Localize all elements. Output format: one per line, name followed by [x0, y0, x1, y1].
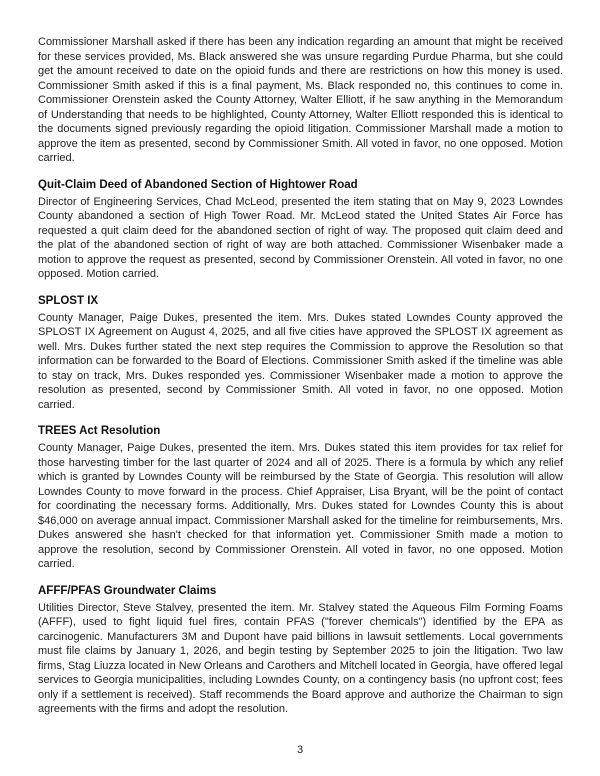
- page-number: 3: [296, 744, 304, 756]
- section-opioid-settlement-continuation: [38, 35, 563, 166]
- section-heading: AFFF/PFAS Groundwater Claims: [38, 584, 217, 597]
- section-heading: SPLOST IX: [38, 294, 99, 307]
- section-heading: Quit-Claim Deed of Abandoned Section of Hightower Road: [38, 178, 358, 191]
- paragraph: County Manager, Paige Dukes, presented the item. Mrs. Dukes stated this item provides for tax relief for those harvesting timber for the last quarter of 2024 and all of 2025. There is a formula by which any relief which is granted by Lowndes County will be reimbursed by the State of Georgia. This resolution will allow Lowndes County to move forward in the process. Chief Appraiser, Lisa Bryant, will be the point of contact for coordinating the necessary forms. Additionally, Mrs. Dukes stated for Lowndes County this is about $46,000 on average annual impact. Commissioner Marshall asked for the timeline for reimbursements, Mrs. Dukes answered she hasn't checked for that information yet. Commissioner Smith made a motion to approve the resolution, second by Commissioner Orenstein. All voted in favor, no one opposed. Motion carried.: [38, 442, 563, 570]
- section-trees-act-resolution: [38, 424, 563, 572]
- section-splost-ix: [38, 294, 563, 413]
- paragraph: Commissioner Marshall asked if there has been any indication regarding an amount that might be received for these services provided, Ms. Black answered she was unsure regarding Purdue Pharma, but she could get the amount received to date on the opioid funds and there are restrictions on how this money is used. Commissioner Smith asked if this is a final payment, Ms. Black responded no, this continues to come in. Commissioner Orenstein asked the County Attorney, Walter Elliott, if he saw anything in the Memorandum of Understanding that needs to be highlighted, County Attorney, Walter Elliott responded this is identical to the documents signed previously regarding the opioid litigation. Commissioner Marshall made a motion to approve the item as presented, second by Commissioner Smith. All voted in favor, no one opposed. Motion carried.: [38, 36, 563, 164]
- paragraph: County Manager, Paige Dukes, presented the item. Mrs. Dukes stated Lowndes County approved the SPLOST IX Agreement on August 4, 2025, and all five cities have approved the SPLOST IX agreement as well. Mrs. Dukes further stated the next step requires the Commission to approve the Resolution so that information can be forwarded to the Board of Elections. Commissioner Smith asked if the timeline was able to stay on track, Mrs. Dukes responded yes. Commissioner Wisenbaker made a motion to approve the resolution as presented, second by Commissioner Smith. All voted in favor, no one opposed. Motion carried.: [38, 311, 563, 411]
- paragraph: Director of Engineering Services, Chad McLeod, presented the item stating that on May 9, 2023 Lowndes County abandoned a section of High Tower Road. Mr. McLeod stated the United States Air Force has requested a quit claim deed for the abandoned section of right of way. The proposed quit claim deed and the plat of the abandoned section of right of way are both attached. Commissioner Wisenbaker made a motion to approve the request as presented, second by Commissioner Orenstein. All voted in favor, no one opposed. Motion carried.: [38, 195, 563, 280]
- paragraph: Utilities Director, Steve Stalvey, presented the item. Mr. Stalvey stated the Aqueous Film Forming Foams (AFFF), used to fight liquid fuel fires, contain PFAS ("forever chemicals") identified by the EPA as carcinogenic. Manufacturers 3M and Dupont have paid billions in lawsuit settlements. Local governments must file claims by January 1, 2026, and begin testing by September 2025 to join the litigation. Two law firms, Stag Liuzza located in New Orleans and Carothers and Mitchell located in Georgia, have offered legal services to Georgia municipalities, including Lowndes County, on a contingency basis (no upfront cost; fees only if a settlement is received). Staff recommends the Board approve and authorize the Chairman to sign agreements with the firms and adopt the resolution.: [38, 601, 563, 715]
- section-heading: TREES Act Resolution: [38, 425, 161, 437]
- section-afff-pfas-groundwater-claims: [38, 584, 563, 717]
- section-quit-claim-deed: [38, 178, 563, 282]
